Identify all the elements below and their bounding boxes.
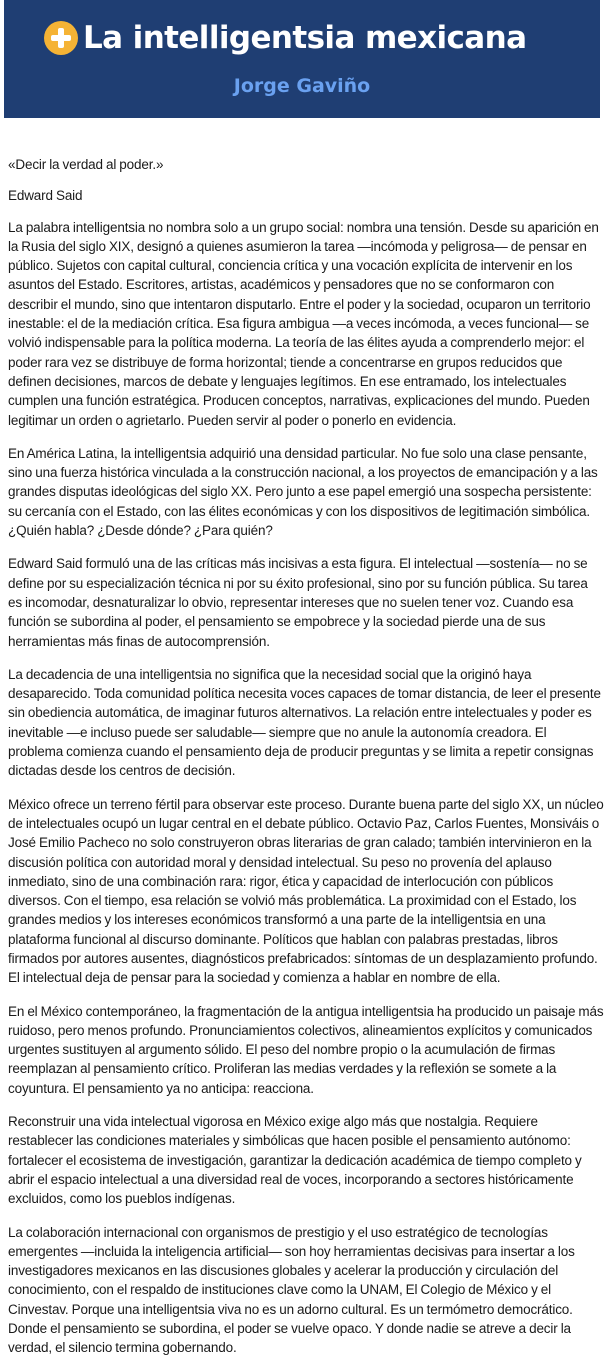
plus-circle-icon: [44, 21, 78, 55]
article-paragraph: En América Latina, la intelligentsia adquirió una densidad particular. No fue solo una clase pensante, sino una fuerza histórica vinculada a la construcción nacional, a los proyectos de emancipación y a las grandes disputas ideológicas del siglo XX. Pero junto a ese papel emergió una sospecha persistente: su cercanía con el Estado, con las élites económicas y con los dispositivos de legitimación simbólica. ¿Quién habla? ¿Desde dónde? ¿Para quién?: [8, 445, 598, 539]
epigraph-author: Edward Said: [8, 188, 83, 204]
header-title-row: [44, 16, 526, 60]
article-paragraph: En el México contemporáneo, la fragmentación de la antigua intelligentsia ha producido un paisaje más ruidoso, pero menos profundo. Pronunciamientos colectivos, alineamientos explícitos y comunicados urgentes sustituyen al argumento sólido. El peso del nombre propio o la acumulación de firmas reemplazan al pensamiento crítico. Proliferan las medias verdades y la reflexión se somete a la coyuntura. El pensamiento ya no anticipa: reacciona.: [8, 1003, 604, 1096]
article-paragraph: Reconstruir una vida intelectual vigorosa en México exige algo más que nostalgia. Requiere restablecer las condiciones materiales y simbólicas que hacen posible el pensamiento autónomo: fortalecer el ecosistema de investigación, garantizar la dedicación académica de tiempo completo y abrir el espacio intelectual a una diversidad real de voces, incorporando a sectores históricamente excluidos, como los pueblos indígenas.: [8, 1114, 582, 1207]
header-banner: [4, 0, 600, 118]
article-paragraph: La colaboración internacional con organismos de prestigio y el uso estratégico de tecnologías emergentes —incluida la inteligencia artificial— son hoy herramientas decisivas para insertar a los investigadores mexicanos en las discusiones globales y acelerar la producción y circulación del conocimiento, con el respaldo de instituciones clave como la UNAM, El Colegio de México y el Cinvestav. Porque una intelligentsia viva no es un adorno cultural. Es un termómetro democrático. Donde el pensamiento se subordina, el poder se vuelve opaco. Y donde nadie se atreve a decir la verdad, el silencio termina gobernando.: [8, 1224, 575, 1356]
article-paragraph: La decadencia de una intelligentsia no significa que la necesidad social que la originó haya desaparecido. Toda comunidad política necesita voces capaces de tomar distancia, de leer el presente sin obediencia automática, de imaginar futuros alternativos. La relación entre intelectuales y poder es inevitable —e incluso puede ser saludable— siempre que no anule la autonomía creadora. El problema comienza cuando el pensamiento deja de producir preguntas y se limita a repetir consignas dictadas desde los centros de decisión.: [8, 666, 601, 779]
epigraph-quote: «Decir la verdad al poder.»: [8, 157, 164, 172]
article-paragraph: La palabra intelligentsia no nombra solo a un grupo social: nombra una tensión. Desde su aparición en la Rusia del siglo XIX, designó a quienes asumieron la tarea —incómoda y peligrosa— de pensar en público. Sujetos con capital cultural, conciencia crítica y una vocación explícita de intervenir en los asuntos del Estado. Escritores, artistas, académicos y pensadores que no se conformaron con describir el mundo, sino que intentaron disputarlo. Entre el poder y la sociedad, ocuparon un territorio inestable: el de la mediación crítica. Esa figura ambigua —a veces incómoda, a veces funcional— se volvió indispensable para la política moderna. La teoría de las élites ayuda a comprenderlo mejor: el poder rara vez se distribuye de forma horizontal; tiende a concentrarse en grupos reducidos que definen decisiones, marcos de debate y lenguajes legítimos. En ese entramado, los intelectuales cumplen una función estratégica. Producen conceptos, narrativas, explicaciones del mundo. Pueden legitimar un orden o agrietarlo. Pueden servir al poder o ponerlo en evidencia.: [8, 219, 599, 428]
page-title: La intelligentsia mexicana: [83, 20, 527, 56]
article-body: [8, 155, 604, 1372]
article-paragraph: Edward Said formuló una de las críticas más incisivas a esta figura. El intelectual —sostenía— no se define por su especialización técnica ni por su éxito profesional, sino por su función pública. Su tarea es incomodar, desnaturalizar lo obvio, representar intereses que no suelen tener voz. Cuando esa función se subordina al poder, el pensamiento se empobrece y la sociedad pierde una de sus herramientas más finas de autocomprensión.: [8, 556, 588, 649]
author-name: Jorge Gaviño: [233, 75, 371, 97]
article-paragraph: México ofrece un terreno fértil para observar este proceso. Durante buena parte del siglo XX, un núcleo de intelectuales ocupó un lugar central en el debate público. Octavio Paz, Carlos Fuentes, Monsiváis o José Emilio Pacheco no solo construyeron obras literarias de gran calado; también intervinieron en la discusión política con autoridad moral y densidad intelectual. Su peso no provenía del aplauso inmediato, sino de una combinación rara: rigor, ética y capacidad de interlocución con públicos diversos. Con el tiempo, esa relación se volvió más problemática. La proximidad con el Estado, los grandes medios y los intereses económicos transformó a una parte de la intelligentsia en una plataforma funcional al discurso dominante. Políticos que hablan con palabras prestadas, libros firmados por autores ausentes, diagnósticos prefabricados: síntomas de un desplazamiento profundo. El intelectual deja de pensar para la sociedad y comienza a hablar en nombre de ella.: [8, 796, 604, 986]
